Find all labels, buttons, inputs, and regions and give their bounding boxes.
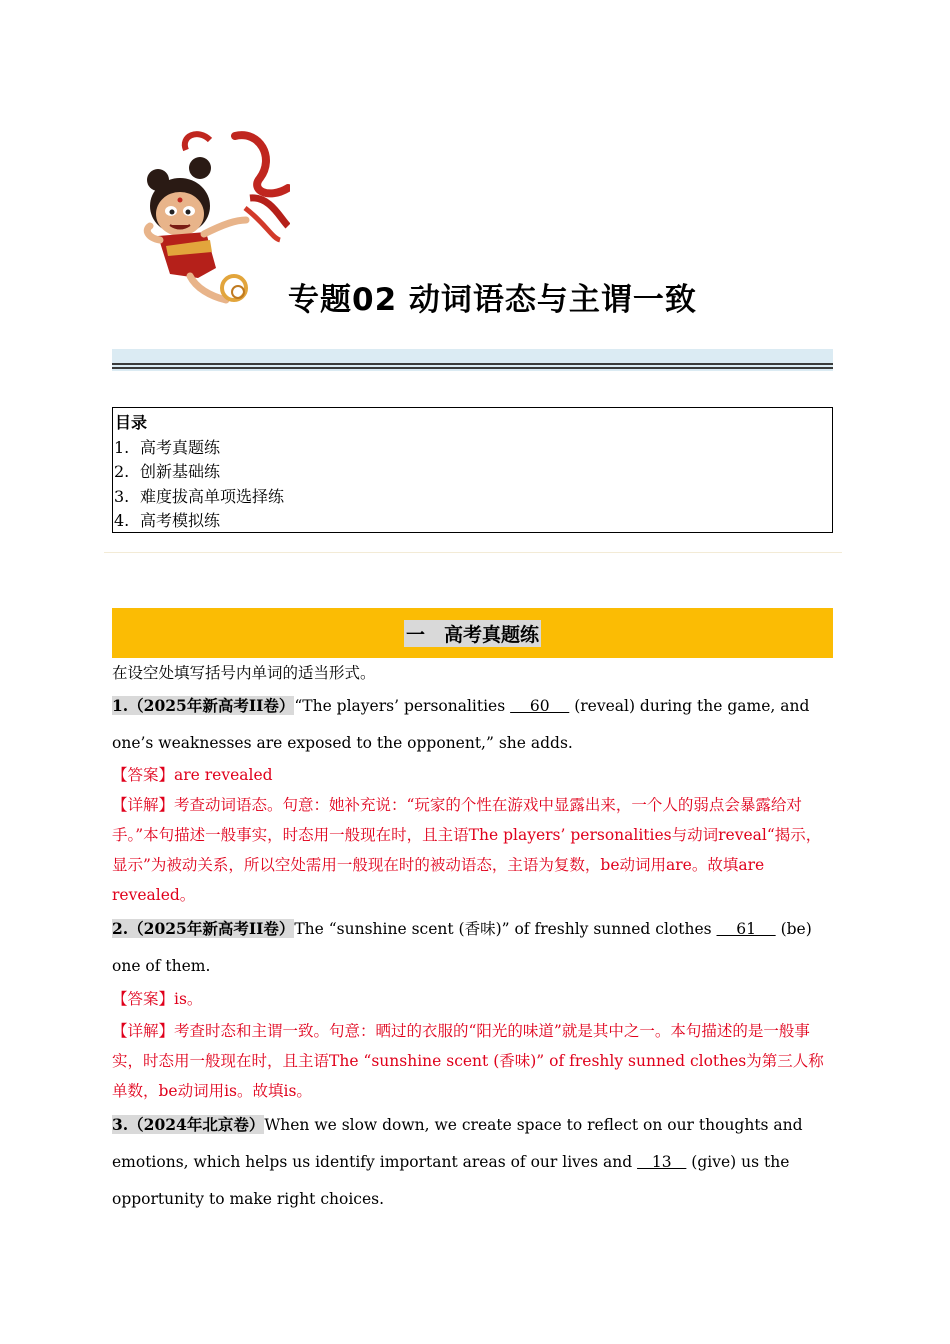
question-source-tag: 3.（2024年北京卷） — [112, 1115, 265, 1134]
toc-item-number: 2. — [114, 462, 130, 481]
question-text: The “sunshine scent (香味)” of freshly sunned clothes — [294, 920, 717, 938]
toc-item-number: 3. — [114, 486, 130, 506]
answer-1: 【答案】are revealed — [112, 766, 273, 784]
section-header-bar — [112, 608, 833, 658]
toc-title: 目录 — [115, 413, 148, 432]
question-text: (reveal) during the game, and one’s weaknesses are exposed to the opponent,” she adds. — [112, 697, 810, 752]
toc-item-number: 4. — [114, 511, 130, 530]
toc-item-label: 高考模拟练 — [140, 511, 221, 530]
divider-line — [112, 363, 833, 365]
question-text: (give) us the opportunity to make right choices. — [112, 1153, 790, 1208]
question-1 — [112, 687, 836, 762]
question-3 — [112, 1106, 836, 1218]
answer-2: 【答案】is。 — [112, 990, 203, 1008]
fill-blank: 61 — [716, 920, 776, 938]
toc-item[interactable] — [113, 485, 832, 510]
question-source-tag: 1.（2025年新高考II卷） — [112, 696, 295, 715]
title-divider — [112, 349, 833, 371]
fill-blank: 60 — [510, 697, 570, 715]
question-text: When we slow down, we create space to reflect on our thoughts and emotions, which helps us identify important areas of our lives and — [112, 1116, 803, 1171]
question-source-tag: 2.（2025年新高考II卷） — [112, 919, 295, 938]
toc-item-number: 1. — [114, 437, 130, 457]
toc-item-label: 高考真题练 — [140, 437, 221, 457]
nezha-mascot-illustration — [140, 128, 290, 310]
divider-line — [112, 367, 833, 369]
toc-item-label: 创新基础练 — [140, 462, 221, 481]
toc-item-label: 难度拔高单项选择练 — [140, 486, 285, 506]
explanation-2: 【详解】考查时态和主谓一致。句意：晒过的衣服的“阳光的味道”就是其中之一。本句描述的是一般事实，时态用一般现在时，且主语The “sunshine scent (香味)” of freshly sunned clothes为第三人称单数，be动词用is。故填is。 — [112, 1022, 824, 1100]
fill-blank: 13 — [637, 1153, 687, 1171]
section-instruction: 在设空处填写括号内单词的适当形式。 — [112, 664, 376, 682]
toc-item[interactable] — [113, 460, 832, 485]
toc-item[interactable] — [113, 509, 832, 534]
question-2 — [112, 910, 836, 985]
toc-item[interactable] — [113, 436, 832, 461]
page-title: 专题02 动词语态与主谓一致 — [288, 282, 697, 318]
faint-separator — [104, 552, 842, 553]
section-heading: 一 高考真题练 — [404, 620, 541, 647]
explanation-1: 【详解】考查动词语态。句意：她补充说：“玩家的个性在游戏中显露出来，一个人的弱点会暴露给对手。”本句描述一般事实，时态用一般现在时，且主语The players’ personalities与动词reveal“揭示，显示”为被动关系，所以空处需用一般现在时的被动语态，主语为复数，be动词用are。故填are revealed。 — [112, 796, 822, 904]
question-text: (be) one of them. — [112, 920, 812, 975]
question-text: “The players’ personalities — [294, 697, 511, 715]
table-of-contents — [112, 407, 833, 533]
